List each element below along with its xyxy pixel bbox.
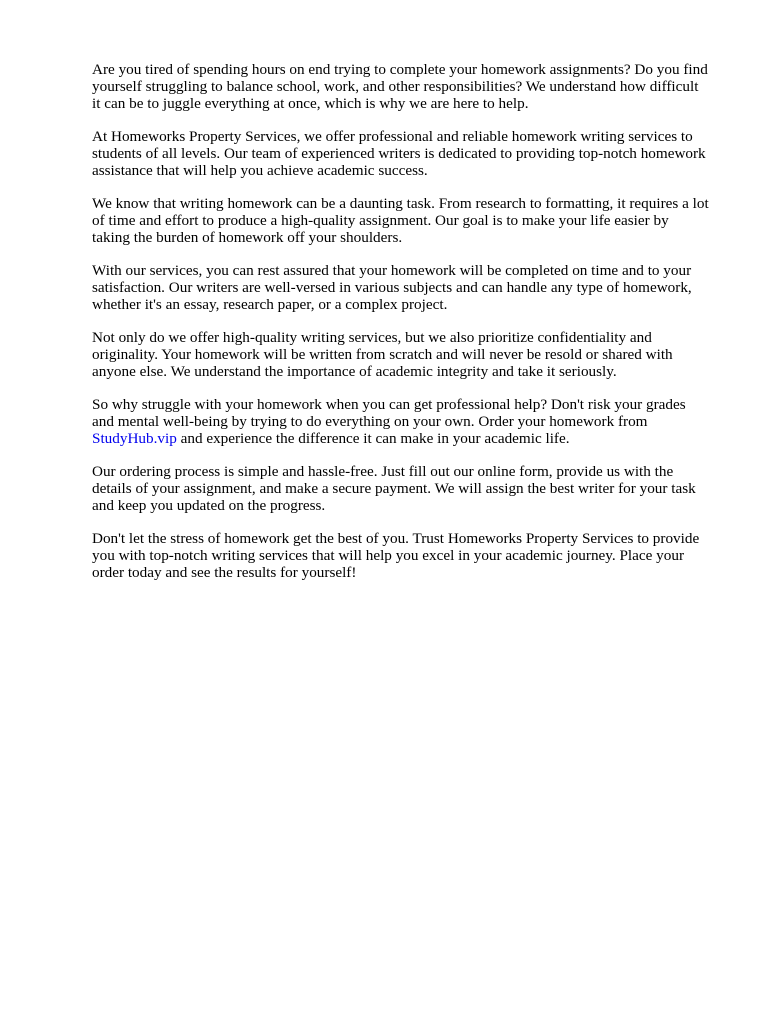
studyhub-link[interactable]: StudyHub.vip [92, 430, 177, 447]
paragraph-assurance: With our services, you can rest assured that your homework will be completed on time and to your satisfaction. Our writers are well-versed in various subjects and can handle any type of homework, whether it's an essay, research paper, or a complex project. [92, 262, 692, 313]
paragraph-ordering: Our ordering process is simple and hassle-free. Just fill out our online form, provide us with the details of your assignment, and make a secure payment. We will assign the best writer for your task and keep you updated on the progress. [92, 463, 696, 514]
cta-text-before: So why struggle with your homework when you can get professional help? Don't risk your grades and mental well-being by trying to do everything on your own. Order your homework from [92, 396, 686, 430]
paragraph-intro: Are you tired of spending hours on end trying to complete your homework assignments? Do you find yourself struggling to balance school, work, and other responsibilities? We understand how difficult it can be to juggle everything at once, which is why we are here to help. [92, 61, 708, 112]
cta-text-after: and experience the difference it can make in your academic life. [176, 430, 570, 447]
paragraph-call-to-action [92, 396, 732, 447]
paragraph-about: At Homeworks Property Services, we offer professional and reliable homework writing services to students of all levels. Our team of experienced writers is dedicated to providing top-notch homework assistance that will help you achieve academic success. [92, 128, 706, 179]
paragraph-confidentiality: Not only do we offer high-quality writing services, but we also prioritize confidentiality and originality. Your homework will be written from scratch and will never be resold or shared with anyone else. We understand the importance of academic integrity and take it seriously. [92, 329, 673, 380]
paragraph-closing: Don't let the stress of homework get the best of you. Trust Homeworks Property Services to provide you with top-notch writing services that will help you excel in your academic journey. Place your order today and see the results for yourself! [92, 530, 700, 581]
document-body [92, 61, 732, 597]
paragraph-challenge: We know that writing homework can be a daunting task. From research to formatting, it requires a lot of time and effort to produce a high-quality assignment. Our goal is to make your life easier by taking the burden of homework off your shoulders. [92, 195, 709, 246]
